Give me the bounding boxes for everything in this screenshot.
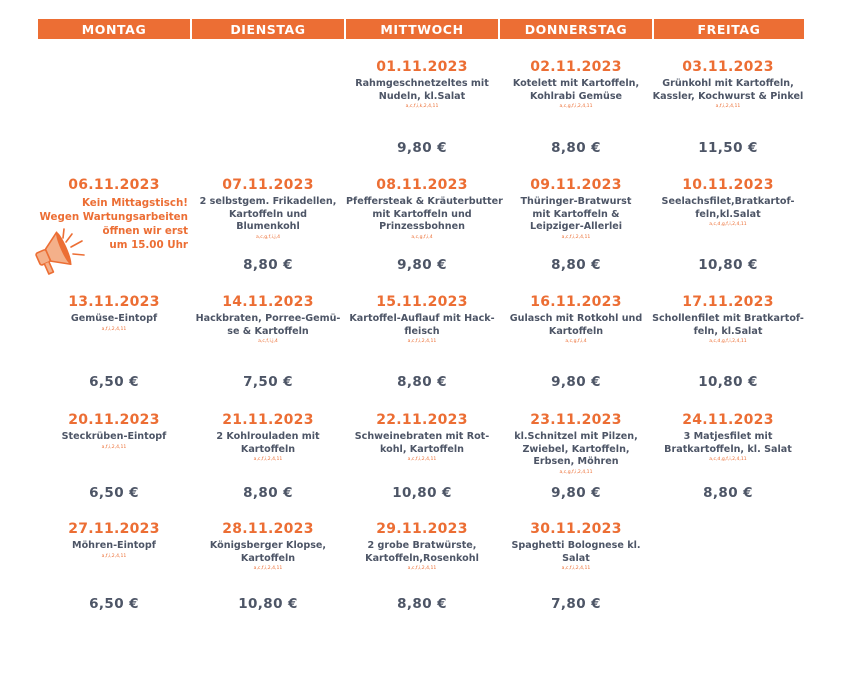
dish-line: Gemüse-Eintopf [70, 313, 158, 324]
menu-cell-friday [652, 177, 804, 277]
allergen-codes: a,c,f,i,2,4,11 [561, 566, 591, 571]
menu-cell-wednesday [346, 521, 498, 621]
allergen-codes: a,c,f,i,j,4 [258, 339, 278, 344]
dish-line: Erbsen, Möhren [533, 456, 619, 467]
date-label: 01.11.2023 [376, 59, 468, 75]
price-label: 8,80 € [551, 140, 601, 156]
dish-line: Hackbraten, Porree-Gemü- [195, 313, 341, 324]
dish-name [346, 431, 498, 456]
date-label: 02.11.2023 [530, 59, 622, 75]
allergen-codes: a,f,i,2,4,11 [101, 326, 127, 332]
allergen-codes: a,c,g,f,i,4 [565, 339, 587, 344]
dish-name [346, 313, 498, 338]
allergen-codes: a,c,f,i,2,4,11 [407, 566, 437, 571]
dish-line: Blumenkohl [236, 221, 300, 232]
dish-name [192, 540, 344, 565]
day-header-monday: MONTAG [38, 19, 190, 39]
dish-line: mit Kartoffeln und [372, 208, 472, 220]
date-label: 10.11.2023 [682, 177, 774, 193]
date-label: 15.11.2023 [376, 294, 468, 310]
menu-cell-monday [38, 521, 190, 621]
date-label: 03.11.2023 [682, 59, 774, 75]
day-header-wednesday: MITTWOCH [346, 19, 498, 39]
menu-cell-thursday [500, 59, 652, 159]
menu-cell-thursday [500, 521, 652, 621]
dish-line: Pfeffersteak & Kräuterbutter [346, 196, 503, 207]
allergen-codes: a,c,d,g,f,i,2,4,11 [709, 222, 747, 227]
allergen-codes: a,c,f,i,2,4,11 [407, 339, 437, 344]
menu-cell-monday [38, 412, 190, 512]
menu-cell-wednesday [346, 412, 498, 512]
dish-line: Rahmgeschnetzeltes mit [355, 78, 489, 89]
dish-line: mit Kartoffeln & [532, 208, 620, 220]
date-label: 29.11.2023 [376, 521, 468, 537]
dish-name [652, 78, 804, 103]
price-label: 7,80 € [551, 596, 601, 612]
dish-line: Kartoffeln und [228, 208, 308, 220]
dish-name [346, 196, 503, 234]
dish-line: Zwiebel, Kartoffeln, [522, 443, 630, 455]
price-label: 8,80 € [551, 257, 601, 273]
menu-cell-wednesday [346, 177, 503, 277]
date-label: 09.11.2023 [530, 177, 622, 193]
price-label: 9,80 € [551, 485, 601, 501]
dish-name [38, 313, 190, 326]
dish-line: 3 Matjesfilet mit [683, 431, 773, 442]
dish-line: Spaghetti Bolognese kl. [511, 540, 641, 551]
allergen-codes: a,c,d,g,f,i,2,4,11 [709, 339, 747, 344]
date-label: 16.11.2023 [530, 294, 622, 310]
dish-name [500, 196, 652, 234]
price-label: 10,80 € [698, 257, 758, 273]
menu-cell-tuesday [192, 412, 344, 512]
dish-line: Kartoffeln [240, 552, 296, 564]
dish-line: Prinzessbohnen [379, 221, 465, 232]
megaphone-icon [30, 224, 90, 276]
date-label: 13.11.2023 [68, 294, 160, 310]
dish-line: Kartoffeln,Rosenkohl [365, 552, 479, 564]
dish-name [192, 431, 344, 456]
dish-line: Kotelett mit Kartoffeln, [512, 78, 640, 89]
price-label: 8,80 € [703, 485, 753, 501]
dish-name [652, 431, 804, 456]
dish-line: 2 Kohlrouladen mit [216, 431, 320, 442]
dish-line: Salat [562, 552, 590, 564]
date-label: 20.11.2023 [68, 412, 160, 428]
dish-line: Königsberger Klopse, [209, 540, 327, 551]
dish-line: kohl, Kartoffeln [379, 443, 465, 455]
allergen-codes: a,f,i,2,4,11 [101, 444, 127, 450]
allergen-codes: a,c,g,f,i,4 [411, 234, 433, 240]
price-label: 10,80 € [392, 485, 452, 501]
price-label: 10,80 € [238, 596, 298, 612]
price-label: 9,80 € [551, 374, 601, 390]
dish-line: fleisch [404, 325, 440, 337]
dish-line: se & Kartoffeln [227, 325, 309, 337]
allergen-codes: a,f,i,2,4,11 [101, 553, 127, 559]
dish-line: Kartoffeln [240, 443, 296, 455]
menu-cell-thursday [500, 294, 652, 394]
dish-line: feln,kl.Salat [695, 208, 761, 220]
dish-line: 2 selbstgem. Frikadellen, [199, 196, 337, 207]
dish-name [500, 431, 652, 469]
dish-line: Gulasch mit Rotkohl und [509, 313, 643, 324]
allergen-codes: a,c,d,g,f,i,2,4,11 [709, 457, 747, 462]
notice-line: Kein Mittagstisch! [81, 197, 188, 209]
dish-name [346, 540, 498, 565]
day-header-friday: FREITAG [654, 19, 804, 39]
date-label: 14.11.2023 [222, 294, 314, 310]
price-label: 11,50 € [698, 140, 758, 156]
notice-line: Wegen Wartungsarbeiten [39, 211, 188, 223]
price-label: 7,50 € [243, 374, 293, 390]
dish-line: Möhren-Eintopf [72, 540, 156, 551]
date-label: 28.11.2023 [222, 521, 314, 537]
menu-cell-monday [38, 294, 190, 394]
date-label: 23.11.2023 [530, 412, 622, 428]
dish-name [192, 196, 344, 234]
menu-cell-wednesday [346, 59, 498, 159]
price-label: 8,80 € [243, 485, 293, 501]
date-label: 07.11.2023 [222, 177, 314, 193]
price-label: 6,50 € [89, 374, 139, 390]
price-label: 9,80 € [397, 257, 447, 273]
menu-cell-thursday [500, 177, 652, 277]
price-label: 8,80 € [397, 374, 447, 390]
date-label: 30.11.2023 [530, 521, 622, 537]
menu-cell-tuesday [192, 294, 344, 394]
dish-line: Steckrüben-Eintopf [61, 431, 167, 442]
allergen-codes: a,c,f,i,2,4,11 [253, 566, 283, 571]
allergen-codes: a,c,g,f,i,2,4,11 [559, 469, 593, 475]
day-header-thursday: DONNERSTAG [500, 19, 652, 39]
dish-line: Kartoffel-Auflauf mit Hack- [349, 313, 495, 324]
date-label: 27.11.2023 [68, 521, 160, 537]
allergen-codes: a,c,f,i,2,4,11 [561, 234, 591, 240]
price-label: 8,80 € [243, 257, 293, 273]
menu-cell-friday [652, 59, 804, 159]
weekday-header [38, 19, 804, 39]
allergen-codes: a,c,f,i,k,2,4,11 [405, 104, 439, 109]
dish-line: Leipziger-Allerlei [529, 221, 623, 232]
dish-line: Kassler, Kochwurst & Pinkel [652, 90, 804, 102]
dish-name [500, 313, 652, 338]
price-label: 6,50 € [89, 485, 139, 501]
dish-line: Schollenfilet mit Bratkartof- [652, 313, 804, 324]
date-label: 08.11.2023 [376, 177, 468, 193]
menu-cell-wednesday [346, 294, 498, 394]
dish-line: Nudeln, kl.Salat [378, 90, 466, 102]
allergen-codes: a,c,f,i,2,4,11 [407, 457, 437, 462]
dish-line: Kartoffeln [548, 325, 604, 337]
dish-name [652, 313, 804, 338]
menu-cell-thursday [500, 412, 652, 512]
menu-cell-friday [652, 294, 804, 394]
date-label: 06.11.2023 [68, 177, 160, 193]
dish-line: Kohlrabi Gemüse [529, 90, 623, 102]
date-label: 21.11.2023 [222, 412, 314, 428]
date-label: 22.11.2023 [376, 412, 468, 428]
price-label: 6,50 € [89, 596, 139, 612]
dish-line: Schweinebraten mit Rot- [354, 431, 490, 442]
dish-name [192, 313, 344, 338]
dish-line: Thüringer-Bratwurst [520, 196, 632, 207]
dish-line: Seelachsfilet,Bratkartof- [661, 196, 795, 207]
dish-name [652, 196, 804, 221]
dish-line: kl.Schnitzel mit Pilzen, [514, 431, 638, 442]
price-label: 10,80 € [698, 374, 758, 390]
allergen-codes: a,c,g,f,i,2,4,11 [559, 104, 593, 109]
day-header-tuesday: DIENSTAG [192, 19, 344, 39]
dish-name [500, 540, 652, 565]
price-label: 9,80 € [397, 140, 447, 156]
date-label: 17.11.2023 [682, 294, 774, 310]
dish-name [500, 78, 652, 103]
dish-line: Grünkohl mit Kartoffeln, [662, 78, 794, 89]
menu-cell-friday [652, 412, 804, 512]
notice-line: um 15.00 Uhr [109, 239, 188, 251]
price-label: 8,80 € [397, 596, 447, 612]
date-label: 24.11.2023 [682, 412, 774, 428]
allergen-codes: a,f,i,2,4,11 [715, 104, 741, 109]
allergen-codes: a,c,g,f,i,j,4 [255, 234, 281, 240]
allergen-codes: a,c,f,i,2,4,11 [253, 457, 283, 462]
dish-line: 2 grobe Bratwürste, [367, 540, 477, 551]
dish-line: Bratkartoffeln, kl. Salat [664, 443, 792, 455]
dish-name [38, 431, 190, 444]
dish-name [38, 540, 190, 553]
menu-cell-tuesday [192, 521, 344, 621]
notice-line: öffnen wir erst [102, 225, 188, 237]
dish-name [346, 78, 498, 103]
menu-cell-tuesday [192, 177, 344, 277]
dish-line: feln, kl.Salat [693, 325, 763, 337]
